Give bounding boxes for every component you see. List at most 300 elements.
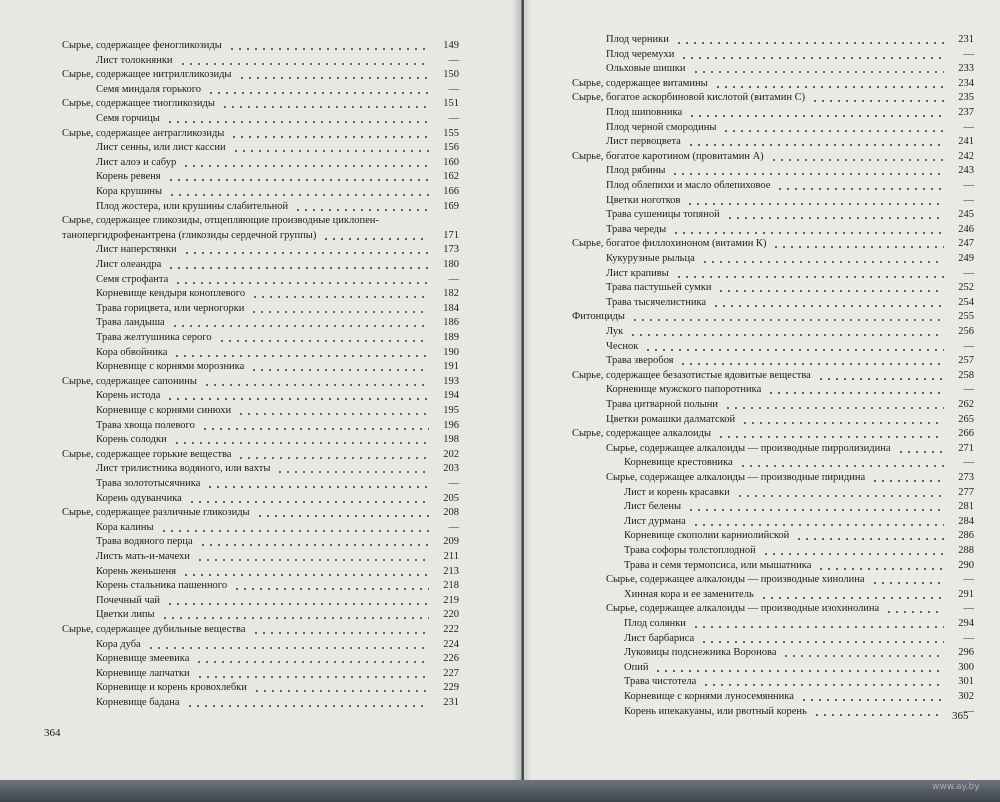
toc-page-number: 271 bbox=[958, 442, 974, 454]
dot-leader bbox=[767, 392, 944, 394]
dot-leader bbox=[772, 246, 944, 248]
toc-entry-title: Трава чистотела bbox=[624, 676, 697, 688]
dot-leader bbox=[167, 179, 429, 181]
toc-entry-title: Луковицы подснежника Воронова bbox=[624, 647, 777, 659]
dot-leader bbox=[688, 115, 944, 117]
toc-entry bbox=[96, 112, 431, 126]
toc-page-number: 266 bbox=[958, 428, 974, 440]
toc-page-number: 189 bbox=[443, 332, 459, 343]
toc-entry-title: Трава ландыша bbox=[96, 317, 165, 329]
toc-entry-title: Трава водяного перца bbox=[96, 536, 193, 548]
dot-leader bbox=[201, 428, 429, 430]
toc-entry bbox=[96, 360, 431, 374]
toc-entry-title: Сырье, содержащее антрагликозиды bbox=[62, 127, 225, 139]
toc-page-number: — bbox=[963, 632, 974, 644]
table-surface bbox=[0, 780, 1000, 802]
toc-entry-title: Кора обвойника bbox=[96, 346, 168, 358]
toc-entry-title: Трава зверобоя bbox=[606, 355, 674, 367]
toc-page-number: 218 bbox=[443, 580, 459, 592]
dot-leader bbox=[760, 597, 944, 599]
toc-entry bbox=[96, 302, 431, 316]
toc-entry-title: Корневище змеевика bbox=[96, 653, 190, 665]
toc-entry-title: Плод черной смородины bbox=[606, 121, 717, 133]
dot-leader bbox=[174, 282, 429, 284]
toc-entry-title: Сырье, содержащее алкалоиды — производные пиридина bbox=[606, 472, 866, 483]
toc-entry-title: Корень солодки bbox=[96, 434, 167, 446]
toc-page-number: 190 bbox=[443, 346, 459, 358]
toc-entry bbox=[572, 310, 946, 324]
toc-page-number: — bbox=[963, 574, 974, 586]
toc-entry-title: Чеснок bbox=[606, 340, 639, 352]
toc-page-number: — bbox=[963, 267, 974, 279]
dot-leader bbox=[692, 71, 944, 73]
toc-entry bbox=[606, 340, 946, 354]
toc-entry-title: Лист трилистника водяного, или вахты bbox=[96, 463, 271, 475]
toc-page-number: — bbox=[448, 273, 459, 285]
dot-leader bbox=[230, 136, 429, 138]
toc-entry bbox=[606, 194, 946, 208]
toc-page-number: 241 bbox=[958, 136, 974, 148]
toc-entry-title: Семя миндаля горького bbox=[96, 83, 202, 95]
right-page-number: 365 bbox=[952, 710, 969, 722]
toc-entry bbox=[606, 602, 946, 616]
toc-page-number: 291 bbox=[958, 588, 974, 600]
toc-page-number: — bbox=[963, 48, 974, 60]
toc-page-number: 198 bbox=[443, 434, 459, 446]
toc-entry bbox=[96, 608, 431, 622]
toc-entry bbox=[96, 185, 431, 199]
dot-leader bbox=[726, 217, 944, 219]
toc-entry-title: Трава софоры толстоплодной bbox=[624, 545, 756, 556]
toc-entry-title: Корень одуванчика bbox=[96, 492, 182, 504]
dot-leader bbox=[712, 305, 944, 307]
toc-entry-title: Плод черники bbox=[606, 34, 669, 45]
toc-entry bbox=[62, 39, 431, 53]
dot-leader bbox=[238, 77, 430, 79]
toc-entry bbox=[606, 383, 946, 397]
dot-leader bbox=[672, 232, 944, 234]
toc-page-number: — bbox=[448, 478, 459, 489]
toc-entry bbox=[624, 588, 946, 602]
toc-page-number: 296 bbox=[958, 647, 974, 659]
dot-leader bbox=[294, 209, 429, 211]
toc-page-number: 294 bbox=[958, 618, 974, 629]
dot-leader bbox=[741, 422, 944, 424]
toc-page-number: 234 bbox=[958, 77, 974, 89]
toc-entry bbox=[624, 515, 946, 529]
toc-page-number: 243 bbox=[958, 165, 974, 177]
toc-entry-title: Лист крапивы bbox=[606, 267, 669, 279]
toc-entry-title: Трава желтушника серого bbox=[96, 332, 212, 343]
toc-entry bbox=[96, 638, 431, 652]
toc-entry bbox=[624, 632, 946, 646]
toc-entry bbox=[96, 652, 431, 666]
toc-entry bbox=[96, 316, 431, 330]
toc-page-number: 256 bbox=[958, 326, 974, 337]
toc-page-number: 226 bbox=[443, 653, 459, 665]
toc-entry bbox=[624, 486, 946, 500]
dot-leader bbox=[196, 559, 429, 561]
dot-leader bbox=[871, 480, 944, 482]
toc-entry bbox=[624, 544, 946, 558]
dot-leader bbox=[687, 144, 944, 146]
dot-leader bbox=[250, 311, 429, 313]
toc-entry bbox=[96, 535, 431, 549]
toc-entry-title: Цветки ромашки далматской bbox=[606, 413, 736, 425]
dot-leader bbox=[166, 603, 429, 605]
toc-page-number: 196 bbox=[443, 419, 459, 431]
toc-page-number: 149 bbox=[443, 40, 459, 51]
dot-leader bbox=[207, 92, 429, 94]
toc-entry-title: Корневище с корнями морозника bbox=[96, 361, 245, 373]
dot-leader bbox=[675, 276, 944, 278]
left-page-number: 364 bbox=[44, 727, 61, 739]
dot-leader bbox=[218, 340, 429, 342]
toc-page-number: 265 bbox=[958, 413, 974, 425]
toc-page-number: 231 bbox=[958, 34, 974, 45]
toc-entry bbox=[624, 500, 946, 514]
dot-leader bbox=[161, 617, 429, 619]
toc-page-number: 151 bbox=[443, 98, 459, 110]
dot-leader bbox=[276, 471, 429, 473]
dot-leader bbox=[871, 582, 944, 584]
dot-leader bbox=[253, 690, 429, 692]
toc-entry-title: Сырье, содержащее алкалоиды — производные изохинолина bbox=[606, 603, 880, 615]
dot-leader bbox=[221, 106, 429, 108]
dot-leader bbox=[147, 647, 429, 649]
toc-page-number: — bbox=[963, 194, 974, 206]
toc-entry bbox=[96, 83, 431, 97]
toc-entry-title: Трава череды bbox=[606, 223, 667, 235]
toc-entry-title: Сырье, содержащее горькие вещества bbox=[62, 448, 232, 460]
dot-leader bbox=[173, 355, 429, 357]
dot-leader bbox=[196, 676, 429, 678]
toc-entry bbox=[606, 223, 946, 237]
toc-entry bbox=[606, 296, 946, 310]
toc-entry bbox=[96, 156, 431, 170]
toc-page-number: — bbox=[963, 180, 974, 191]
toc-entry bbox=[96, 579, 431, 593]
dot-leader bbox=[322, 238, 429, 240]
toc-page-number: — bbox=[448, 521, 459, 533]
toc-entry-title: Корень стальника пашенного bbox=[96, 580, 228, 592]
toc-entry-title: Лист наперстянки bbox=[96, 244, 177, 256]
dot-leader bbox=[817, 378, 944, 380]
toc-entry bbox=[624, 690, 946, 704]
dot-leader bbox=[182, 574, 429, 576]
toc-entry-title: Корневище и корень кровохлебки bbox=[96, 682, 247, 694]
toc-entry bbox=[624, 559, 946, 573]
dot-leader bbox=[166, 398, 429, 400]
toc-page-number: 288 bbox=[958, 545, 974, 556]
toc-entry bbox=[624, 646, 946, 660]
toc-entry bbox=[624, 661, 946, 675]
dot-leader bbox=[680, 57, 944, 59]
toc-entry-title: Сырье, содержащее тиогликозиды bbox=[62, 98, 215, 110]
toc-page-number: — bbox=[963, 705, 974, 717]
dot-leader bbox=[885, 611, 944, 613]
dot-leader bbox=[252, 632, 429, 634]
toc-page-number: 224 bbox=[443, 638, 459, 650]
toc-entry-title: Трава горицвета, или черногорки bbox=[96, 302, 245, 314]
toc-entry-title: Сырье, содержащее дубильные вещества bbox=[62, 624, 246, 635]
toc-entry-title: Лист сенны, или лист кассии bbox=[96, 142, 226, 154]
toc-entry bbox=[62, 506, 431, 520]
dot-leader bbox=[679, 363, 944, 365]
dot-leader bbox=[714, 86, 944, 88]
dot-leader bbox=[722, 130, 944, 132]
toc-page-number: 231 bbox=[443, 697, 459, 708]
dot-leader bbox=[166, 121, 429, 123]
toc-page-number: 193 bbox=[443, 375, 459, 387]
toc-entry-title: Лист барбариса bbox=[624, 632, 695, 644]
toc-page-number: 184 bbox=[443, 302, 459, 314]
toc-entry bbox=[606, 62, 946, 76]
toc-entry bbox=[606, 325, 946, 339]
toc-entry-title: Плод рябины bbox=[606, 165, 666, 177]
toc-page-number: 219 bbox=[443, 594, 459, 606]
toc-page-number: 195 bbox=[443, 405, 459, 416]
toc-entry-title: Корень ревеня bbox=[96, 171, 161, 183]
toc-entry bbox=[606, 121, 946, 135]
toc-page-number: 242 bbox=[958, 150, 974, 162]
toc-page-number: 262 bbox=[958, 399, 974, 410]
dot-leader bbox=[171, 325, 429, 327]
toc-page-number: 160 bbox=[443, 156, 459, 168]
toc-page-number: 286 bbox=[958, 530, 974, 542]
dot-leader bbox=[770, 159, 944, 161]
toc-entry bbox=[96, 243, 431, 257]
toc-entry-title: Листь мать-и-мачехи bbox=[96, 551, 190, 562]
toc-entry bbox=[96, 141, 431, 155]
dot-leader bbox=[687, 509, 944, 511]
toc-page-number: 191 bbox=[443, 361, 459, 373]
toc-page-number: — bbox=[963, 121, 974, 133]
toc-page-number: 247 bbox=[958, 238, 974, 250]
toc-page-number: 254 bbox=[958, 296, 974, 308]
dot-leader bbox=[232, 150, 429, 152]
toc-entry-title: Сырье, содержащее алкалоиды bbox=[572, 428, 712, 440]
toc-entry bbox=[606, 354, 946, 368]
toc-entry-title: Трава золототысячника bbox=[96, 478, 201, 489]
toc-entry-title: Семя строфанта bbox=[96, 273, 169, 285]
toc-page-number: 290 bbox=[958, 559, 974, 571]
toc-page-number: 166 bbox=[443, 186, 459, 197]
toc-entry-title: Корневище кендыря коноплевого bbox=[96, 288, 246, 300]
toc-entry bbox=[624, 456, 946, 470]
dot-leader bbox=[173, 442, 429, 444]
toc-entry-title: Трава пастушьей сумки bbox=[606, 282, 712, 294]
toc-page-number: 233 bbox=[958, 63, 974, 75]
toc-page-number: 277 bbox=[958, 486, 974, 498]
dot-leader bbox=[813, 714, 944, 716]
toc-entry-title: Плод черемухи bbox=[606, 48, 675, 60]
toc-page-number: 246 bbox=[958, 223, 974, 235]
toc-entry-title: Лист первоцвета bbox=[606, 136, 681, 148]
toc-entry-title: танопергидрофенантрена (гликозиды сердечной группы) bbox=[62, 229, 317, 241]
toc-page-number: 245 bbox=[958, 209, 974, 221]
dot-leader bbox=[237, 457, 429, 459]
toc-entry bbox=[96, 550, 431, 564]
dot-leader bbox=[736, 495, 944, 497]
toc-page-number: 237 bbox=[958, 107, 974, 118]
dot-leader bbox=[203, 384, 429, 386]
toc-entry-title: Трава тысячелистника bbox=[606, 296, 707, 308]
toc-entry bbox=[606, 267, 946, 281]
dot-leader bbox=[160, 530, 430, 532]
toc-page-number: 209 bbox=[443, 536, 459, 548]
dot-leader bbox=[256, 515, 429, 517]
toc-page-number: 213 bbox=[443, 565, 459, 577]
toc-page-number: 155 bbox=[443, 127, 459, 139]
dot-leader bbox=[183, 252, 429, 254]
dot-leader bbox=[702, 684, 944, 686]
dot-leader bbox=[644, 349, 944, 351]
dot-leader bbox=[717, 290, 944, 292]
toc-entry-title: Сырье, содержащее гликозиды, отщепляющие производные циклопен- bbox=[62, 215, 379, 227]
toc-page-number: 222 bbox=[443, 624, 459, 635]
toc-page-number: 202 bbox=[443, 448, 459, 460]
toc-page-number: 173 bbox=[443, 244, 459, 256]
toc-entry bbox=[572, 427, 946, 441]
toc-page-number: — bbox=[963, 384, 974, 396]
dot-leader bbox=[782, 655, 944, 657]
toc-page-number: 249 bbox=[958, 253, 974, 264]
toc-page-number: 258 bbox=[958, 369, 974, 381]
toc-entry-title: Плод жостера, или крушины слабительной bbox=[96, 200, 289, 212]
dot-leader bbox=[811, 100, 944, 102]
toc-page-number: 252 bbox=[958, 282, 974, 294]
toc-entry bbox=[96, 565, 431, 579]
toc-entry-title: Сырье, богатое аскорбиновой кислотой (витамин С) bbox=[572, 92, 806, 104]
toc-page-number: 211 bbox=[443, 551, 459, 562]
toc-entry bbox=[96, 170, 431, 184]
toc-entry bbox=[96, 258, 431, 272]
toc-entry bbox=[572, 150, 946, 164]
toc-entry-title: Сырье, содержащее алкалоиды — производные пирролизидина bbox=[606, 442, 891, 454]
toc-entry-title: Плод облепихи и масло облепиховое bbox=[606, 180, 771, 191]
dot-leader bbox=[897, 451, 945, 453]
toc-page-number: — bbox=[963, 340, 974, 352]
toc-entry bbox=[606, 252, 946, 266]
toc-entry bbox=[96, 696, 431, 710]
toc-entry-title: Плод шиповника bbox=[606, 107, 683, 118]
toc-entry bbox=[96, 54, 431, 68]
dot-leader bbox=[800, 699, 944, 701]
toc-page-number: 273 bbox=[958, 472, 974, 483]
toc-entry bbox=[96, 331, 431, 345]
toc-entry bbox=[96, 462, 431, 476]
toc-entry-title: Трава хвоща полевого bbox=[96, 419, 195, 431]
toc-entry bbox=[572, 237, 946, 251]
toc-entry bbox=[96, 404, 431, 418]
toc-entry bbox=[62, 375, 431, 389]
toc-entry bbox=[96, 419, 431, 433]
toc-entry-title: Сырье, содержащее алкалоиды — производные хинолина bbox=[606, 574, 865, 586]
dot-leader bbox=[199, 544, 429, 546]
toc-entry bbox=[96, 346, 431, 360]
toc-entry-title: Опий bbox=[624, 661, 649, 673]
toc-entry-title: Цветки ноготков bbox=[606, 194, 681, 206]
dot-leader bbox=[654, 670, 944, 672]
toc-entry bbox=[606, 281, 946, 295]
book-gutter bbox=[512, 0, 532, 802]
toc-entry bbox=[62, 229, 431, 243]
toc-entry bbox=[572, 77, 946, 91]
dot-leader bbox=[724, 407, 944, 409]
dot-leader bbox=[686, 203, 944, 205]
toc-page-number: 229 bbox=[443, 682, 459, 694]
toc-entry bbox=[606, 398, 946, 412]
toc-page-number: 255 bbox=[958, 311, 974, 323]
dot-leader bbox=[629, 334, 944, 336]
toc-page-number: 208 bbox=[443, 507, 459, 519]
toc-page-number: 194 bbox=[443, 390, 459, 402]
toc-entry bbox=[606, 179, 946, 193]
dot-leader bbox=[186, 705, 430, 707]
toc-page-number: 203 bbox=[443, 463, 459, 475]
toc-entry-title: Сырье, содержащее различные гликозиды bbox=[62, 507, 250, 519]
toc-entry-title: Корень женьшеня bbox=[96, 565, 177, 577]
toc-entry bbox=[96, 273, 431, 287]
toc-entry bbox=[96, 667, 431, 681]
dot-leader bbox=[228, 48, 429, 50]
dot-leader bbox=[188, 501, 429, 503]
dot-leader bbox=[817, 568, 944, 570]
toc-page-number: 180 bbox=[443, 259, 459, 270]
dot-leader bbox=[250, 369, 429, 371]
toc-entry bbox=[62, 68, 431, 82]
toc-entry bbox=[606, 164, 946, 178]
toc-entry-title: Лист дурмана bbox=[624, 515, 686, 527]
toc-entry-title: Сырье, содержащее нитрилгликозиды bbox=[62, 69, 232, 81]
toc-entry bbox=[96, 492, 431, 506]
dot-leader bbox=[168, 194, 429, 196]
dot-leader bbox=[671, 173, 944, 175]
toc-page-number: 257 bbox=[958, 355, 974, 367]
toc-entry bbox=[62, 448, 431, 462]
toc-entry-title: Плод солянки bbox=[624, 618, 686, 629]
toc-entry bbox=[606, 573, 946, 587]
dot-leader bbox=[206, 486, 429, 488]
toc-entry bbox=[606, 471, 946, 485]
toc-entry bbox=[606, 135, 946, 149]
toc-entry-title: Лист алоэ и сабур bbox=[96, 156, 177, 168]
toc-page-number: 235 bbox=[958, 92, 974, 104]
toc-entry-title: Корневище с корнями луносемянника bbox=[624, 691, 794, 702]
toc-entry-title: Лист белены bbox=[624, 501, 682, 513]
dot-leader bbox=[701, 261, 944, 263]
toc-entry-title: Корень истода bbox=[96, 390, 161, 402]
toc-entry-title: Хинная кора и ее заменитель bbox=[624, 588, 754, 600]
toc-entry bbox=[606, 106, 946, 120]
toc-entry bbox=[624, 617, 946, 631]
toc-page-number: — bbox=[963, 457, 974, 469]
dot-leader bbox=[739, 465, 944, 467]
toc-page-number: 205 bbox=[443, 492, 459, 504]
dot-leader bbox=[167, 267, 429, 269]
dot-leader bbox=[776, 188, 944, 190]
toc-entry bbox=[572, 369, 946, 383]
toc-entry-title: Лук bbox=[606, 326, 624, 337]
toc-page-number: 186 bbox=[443, 317, 459, 329]
toc-entry-title: Корневище лапчатки bbox=[96, 667, 190, 679]
toc-entry-title: Кора калины bbox=[96, 521, 154, 533]
toc-entry bbox=[96, 433, 431, 447]
toc-entry bbox=[624, 675, 946, 689]
toc-entry-title: Фитонциды bbox=[572, 311, 625, 323]
toc-entry-title: Трава цитварной полыни bbox=[606, 399, 718, 410]
